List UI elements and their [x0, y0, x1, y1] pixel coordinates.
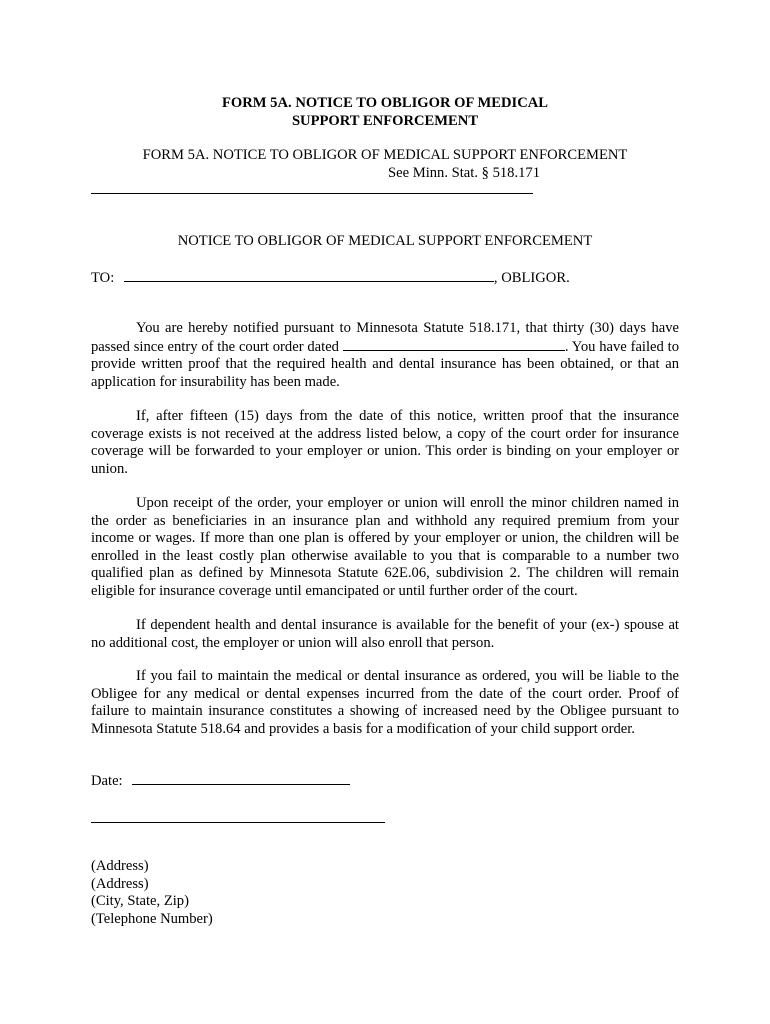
paragraph-2: If, after fifteen (15) days from the date of this notice, written proof that the insurance coverage exists is not received at the address listed below, a copy of the court order for insurance coverage will be forwarded to your employer or union. This order is binding on your employer or union.: [91, 408, 679, 477]
address-block: [91, 858, 213, 928]
paragraph-4: If dependent health and dental insurance is available for the benefit of your (ex-) spouse at no additional cost, the employer or union will also enroll that person.: [91, 617, 679, 651]
obligor-name-blank[interactable]: [124, 269, 494, 282]
paragraph-1: [91, 320, 679, 391]
paragraph-1-text-b: . You have failed to provide written proof that the required health and dental insurance has been obtained, or that an application for insurability has been made.: [91, 338, 679, 390]
form-subtitle: [91, 146, 679, 182]
address-line-2: (Address): [91, 875, 149, 892]
date-label: Date:: [91, 773, 123, 789]
city-state-zip-line: (City, State, Zip): [91, 893, 189, 909]
form-title-line1: FORM 5A. NOTICE TO OBLIGOR OF MEDICAL: [221, 95, 549, 111]
to-line: [91, 269, 570, 288]
to-label: TO:: [91, 270, 115, 286]
header-divider: [91, 193, 533, 194]
date-blank[interactable]: [132, 772, 350, 785]
obligor-suffix: , OBLIGOR.: [493, 270, 570, 286]
form-title-line2: SUPPORT ENFORCEMENT: [291, 113, 479, 129]
telephone-line: (Telephone Number): [91, 910, 213, 927]
statute-reference: See Minn. Stat. § 518.171: [388, 165, 541, 181]
form-subtitle-line1: FORM 5A. NOTICE TO OBLIGOR OF MEDICAL SUPPORT ENFORCEMENT: [142, 147, 628, 163]
date-line: [91, 772, 350, 791]
address-line-1: (Address): [91, 858, 149, 874]
notice-heading: NOTICE TO OBLIGOR OF MEDICAL SUPPORT ENFORCEMENT: [177, 233, 593, 249]
signature-line[interactable]: [91, 822, 385, 823]
court-order-date-blank[interactable]: [343, 338, 565, 351]
paragraph-5: If you fail to maintain the medical or dental insurance as ordered, you will be liable to the Obligee for any medical or dental expenses incurred from the date of the court order. Proof of failure to maintain insurance constitutes a showing of increased need by the Obligee pursuant to Minnesota Statute 518.64 and provides a basis for a modification of your child support order.: [91, 668, 679, 737]
form-title: [0, 94, 770, 130]
paragraph-3: Upon receipt of the order, your employer or union will enroll the minor children named in the order as beneficiaries in an insurance plan and withhold any required premium from your income or wages. If more than one plan is offered by your employer or union, the children will be enrolled in the least costly plan otherwise available to you that is comparable to a number two qualified plan as defined by Minnesota Statute 62E.06, subdivision 2. The children will remain eligible for insurance coverage until emancipated or until further order of the court.: [91, 495, 679, 599]
paragraph-1-text-a: You are hereby notified pursuant to Minnesota Statute 518.171, that thirty (30) days have passed since entry of the court order dated: [91, 320, 679, 355]
